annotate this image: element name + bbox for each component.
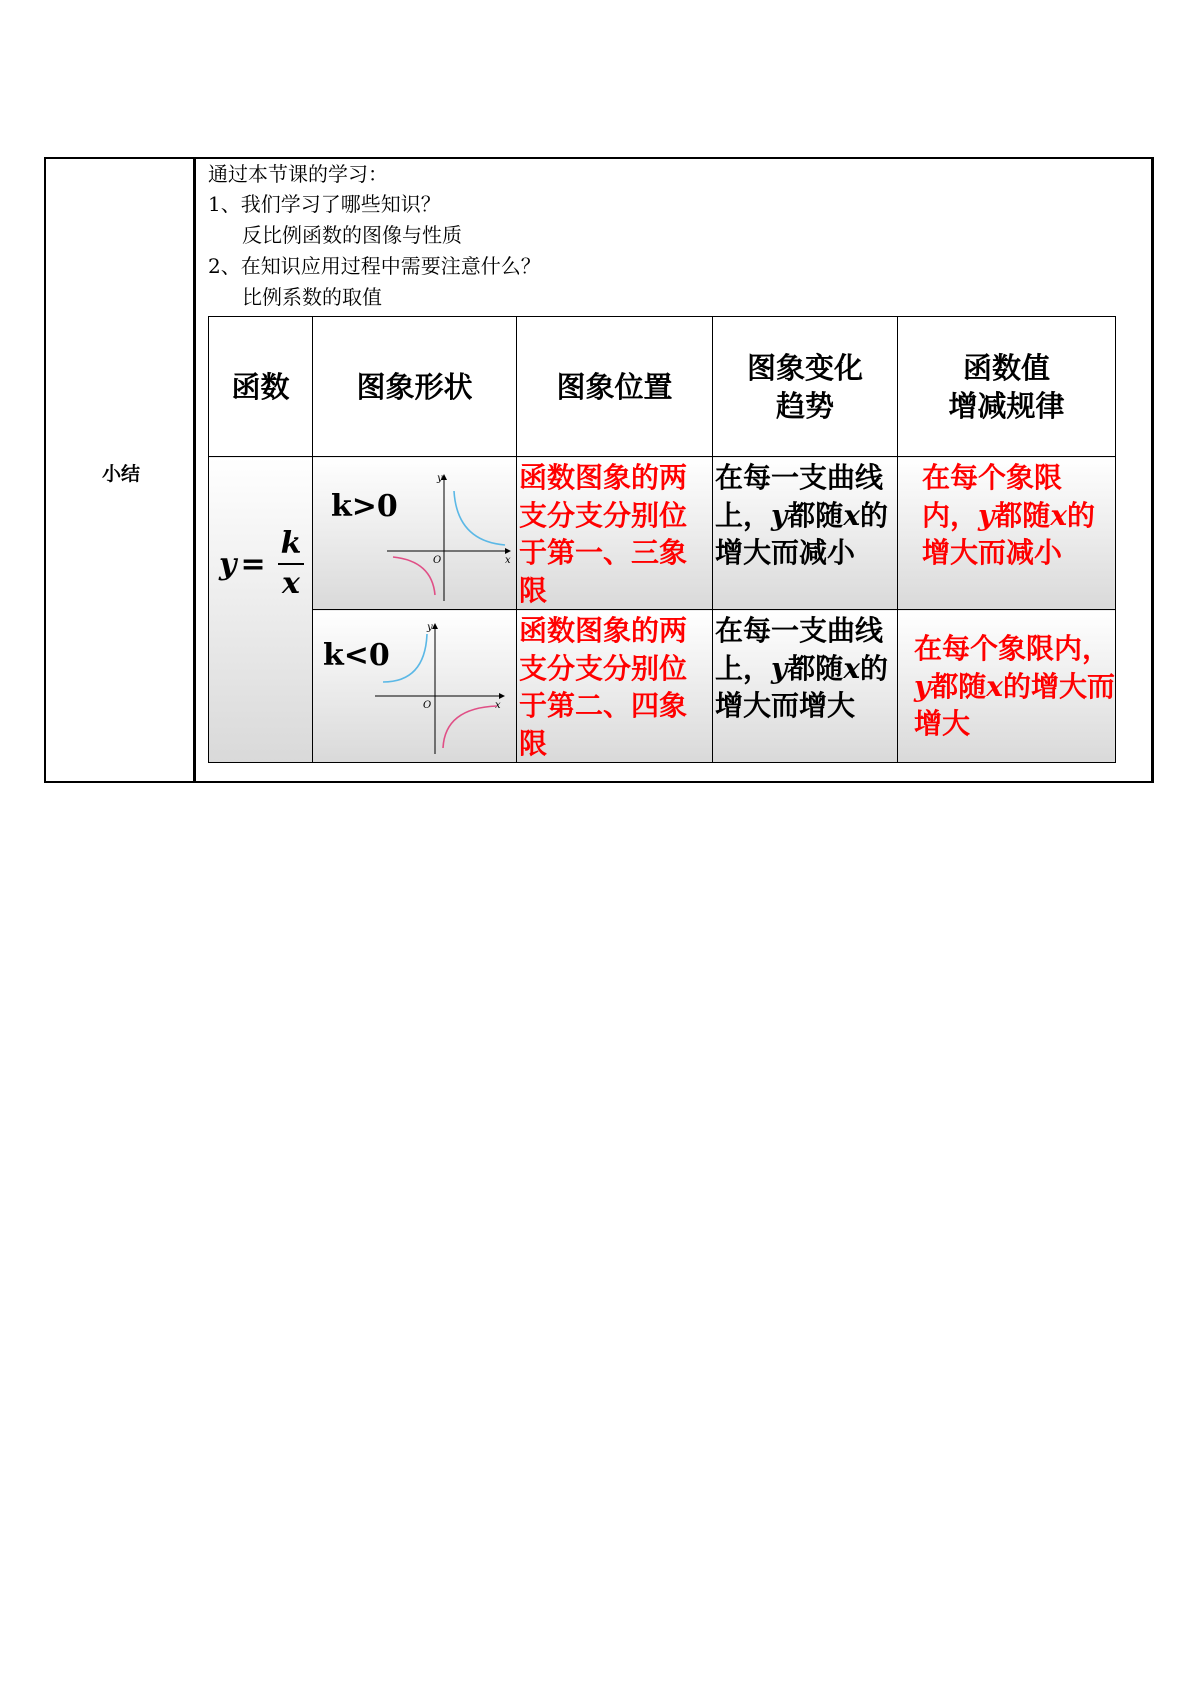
function-formula: y = $\frac{k}{x}$	[219, 525, 304, 603]
answer-1: 反比例函数的图像与性质	[242, 223, 462, 247]
rule-cell: 在每个象限内，y都随x的增大而减小	[898, 457, 1116, 610]
header-shape: 图象形状	[313, 317, 517, 457]
origin-label: O	[433, 555, 442, 566]
section-label: 小结	[101, 463, 140, 485]
condition-label: k>0	[331, 489, 398, 524]
header-trend: 图象变化 趋势	[713, 317, 898, 457]
hyperbola-graph-positive	[387, 471, 513, 601]
axis-y-label: y	[437, 473, 443, 484]
header-rule: 函数值 增减规律	[898, 317, 1116, 457]
trend-cell: 在每一支曲线上，y都随x的增大而增大	[713, 610, 898, 763]
rule-cell: 在每个象限内，y都随x的增大而增大	[898, 610, 1116, 763]
position-cell: 函数图象的两支分支分别位于第一、三象限	[517, 457, 713, 610]
axis-x-label: x	[495, 700, 501, 711]
hyperbola-graph-negative	[375, 620, 509, 754]
answer-2: 比例系数的取值	[242, 285, 382, 309]
axis-y-label: y	[427, 622, 433, 633]
header-row	[209, 317, 1116, 457]
summary-table	[208, 316, 1116, 763]
position-cell: 函数图象的两支分支分别位于第二、四象限	[517, 610, 713, 763]
trend-cell: 在每一支曲线上，y都随x的增大而减小	[713, 457, 898, 610]
label-column	[46, 159, 196, 781]
header-function: 函数	[209, 317, 313, 457]
shape-cell	[313, 610, 517, 763]
table-row	[209, 457, 1116, 610]
function-cell	[209, 457, 313, 763]
table-row	[209, 610, 1116, 763]
summary-block	[44, 157, 1154, 783]
shape-cell	[313, 457, 517, 610]
header-position: 图象位置	[517, 317, 713, 457]
axis-x-label: x	[505, 555, 511, 566]
condition-label: k<0	[323, 638, 390, 673]
origin-label: O	[423, 700, 432, 711]
question-2: 2、在知识应用过程中需要注意什么？	[208, 254, 541, 278]
intro-line: 通过本节课的学习：	[208, 162, 388, 186]
question-1: 1、我们学习了哪些知识？	[208, 192, 441, 216]
content-column	[196, 159, 1151, 781]
